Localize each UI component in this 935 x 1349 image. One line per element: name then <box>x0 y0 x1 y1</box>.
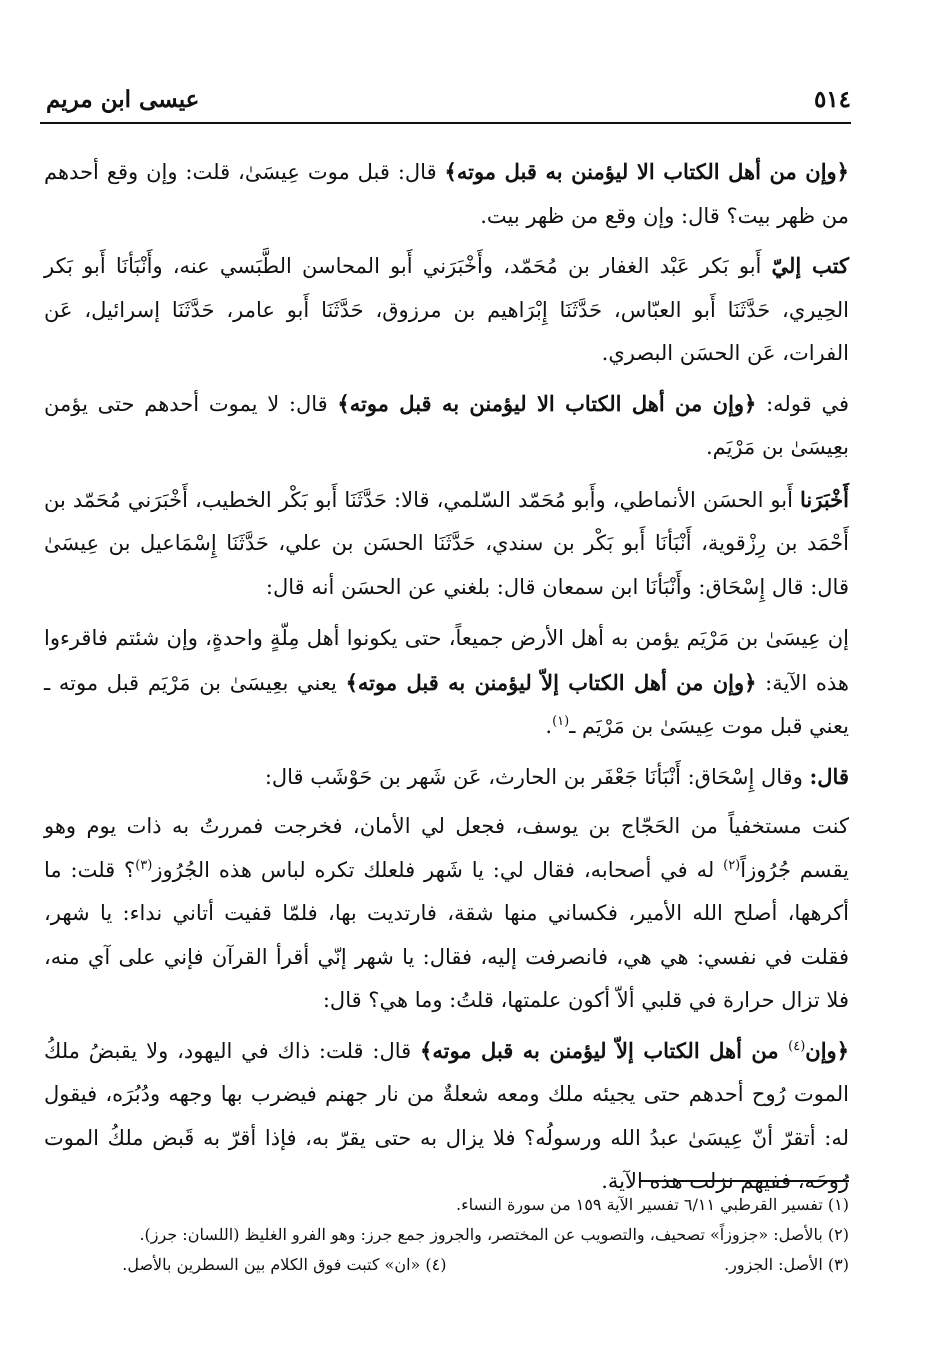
footnote-marker: (١) <box>552 714 570 729</box>
paragraph-prefix: إن عِيسَىٰ بن مَرْيَم يؤمن به أهل الأرض جميعاً، حتى يكونوا أهل مِلّةٍ واحدةٍ، وإن شئتم فاقرءوا هذه الآية: <box>44 626 849 695</box>
quran-verse-start: ﴿وإن <box>805 1037 849 1063</box>
page-number: ٥١٤ <box>813 86 851 113</box>
footnote-2: (٢) بالأصل: «جزوزاً» تصحيف، والتصويب عن المختصر، والجروز جمع جرز: وهو الفرو الغليظ (اللسان: جرز). <box>139 1225 849 1244</box>
paragraph-end: ؟ قلت: ما أكرهها، أصلح الله الأمير، فكساني منها شقة، فارتديت بها، فلمّا قفيت أتاني نداء: يا شهر، فقلت في نفسي: هي هي، فانصرفت إليه، فقال: يا شهر إنّي أقرأ القرآن فإني على آي منه، فلا تزال حرارة في قلبي ألاّ أكون علمتها، قلتُ: وما هي؟ قال: <box>44 857 849 1012</box>
page-header <box>46 84 851 122</box>
footnote-marker: (٢) <box>723 857 741 873</box>
footnote-3: (٣) الأصل: الجزور. <box>724 1255 849 1274</box>
isnad-lead: كتب إليّ <box>771 253 849 278</box>
header-rule <box>40 122 851 124</box>
footnote-marker: (٤) <box>788 1038 806 1054</box>
quran-verse: ﴿وإن من أهل الكتاب الا ليؤمنن به قبل موته﴾ <box>444 159 849 184</box>
footnote-4: (٤) «ان» كتبت فوق الكلام بين السطرين بالأصل. <box>122 1255 447 1274</box>
main-text <box>44 150 849 1210</box>
paragraph-3 <box>44 382 849 470</box>
paragraph-text: له في أصحابه، فقال لي: يا شَهر فلعلك تكره لباس هذه الجُرُوز <box>152 857 724 882</box>
footnote-row <box>44 1250 849 1280</box>
paragraph-prefix: في قوله: <box>756 391 849 416</box>
paragraph-text: يعني بعِيسَىٰ بن مَرْيَم قبل موته ـ يعني قبل موت عِيسَىٰ بن مَرْيَم ـ <box>44 670 849 738</box>
paragraph-text: قال: قلت: ذاك في اليهود، ولا يقبضُ ملكُ الموت رُوح أحدهم حتى يجيئه ملك ومعه شعلةٌ من نار جهنم فيضرب بها وجهه ودُبُرَه، فيقول له: أتقرّ أنّ عِيسَىٰ عبدُ الله ورسولُه؟ فلا يزال به حتى يقرّ به، فإذا أقرّ به قَبض ملكُ الموت رُوحَه، ففيهم نزلت هذه الآية. <box>44 1038 849 1193</box>
running-title: عيسى ابن مريم <box>46 86 200 113</box>
paragraph-1 <box>44 150 849 238</box>
isnad-lead: قال: <box>809 763 849 789</box>
paragraph-text: قال: قبل موت عِيسَىٰ، قلت: وإن وقع أحدهم من ظهر بيت؟ قال: وإن وقع من ظهر بيت. <box>44 160 849 228</box>
quran-verse-rest: من أهل الكتاب إلاّ ليؤمنن به قبل موته﴾ <box>420 1037 789 1063</box>
paragraph-text: قال: لا يموت أحدهم حتى يؤمن بعِيسَىٰ بن مَرْيَم. <box>44 391 849 459</box>
isnad-lead: أَخْبَرَنا <box>800 486 849 512</box>
paragraph-4 <box>44 478 849 610</box>
paragraph-7 <box>44 805 849 1023</box>
paragraph-8 <box>44 1029 849 1204</box>
paragraph-5 <box>44 617 849 749</box>
quran-verse: ﴿وإن من أهل الكتاب الا ليؤمنن به قبل موته﴾ <box>337 390 757 416</box>
paragraph-2 <box>44 244 849 376</box>
footnote-1: (١) تفسير القرطبي ٦/١١ تفسير الآية ١٥٩ من سورة النساء. <box>456 1195 849 1214</box>
quran-verse: ﴿وإن من أهل الكتاب إلاّ ليؤمنن به قبل موته﴾ <box>345 669 757 695</box>
footnote-rule <box>640 1180 849 1182</box>
paragraph-text: أَبو الحسَن الأنماطي، وأَبو مُحَمّد السّلمي، قالا: حَدَّثَنَا أَبو بَكْر الخطيب، أَخْبَرَني مُحَمّد بن أَحْمَد بن رِزْقوية، أَنْبَأنَا أَبو بَكْر بن سندي، حَدَّثَنَا الحسَن بن علي، حَدَّثَنَا إِسْمَاعيل بن عِيسَىٰ قال: قال إِسْحَاق: وأَنْبَأنَا ابن سمعان قال: بلغني عن الحسَن أنه قال: <box>44 487 849 599</box>
footnotes <box>44 1190 849 1280</box>
paragraph-end: . <box>545 714 553 738</box>
paragraph-prefix: كنت مستخفياً من الحَجّاج بن يوسف، فجعل لي الأمان، فخرجت فمررتُ به ذات يوم وهو يقسم جُرُوزاً <box>44 814 849 882</box>
paragraph-text: وقال إِسْحَاق: أَنْبَأنَا جَعْفَر بن الحارث، عَن شَهر بن حَوْشَب قال: <box>264 764 810 789</box>
paragraph-text: أَبو بَكر عَبْد الغفار بن مُحَمّد، وأَخْبَرَني أَبو المحاسن الطَّبَسي عنه، وأَنْبَأنَا أَبو بَكر الحِيري، حَدَّثَنَا أَبو العبّاس، حَدَّثَنَا إِبْرَاهيم بن مرزوق، حَدَّثَنَا أَبو عامر، حَدَّثَنَا إسرائيل، عَن الفرات، عَن الحسَن البصري. <box>44 254 849 365</box>
footnote-marker: (٣) <box>135 857 153 873</box>
paragraph-6 <box>44 755 849 800</box>
